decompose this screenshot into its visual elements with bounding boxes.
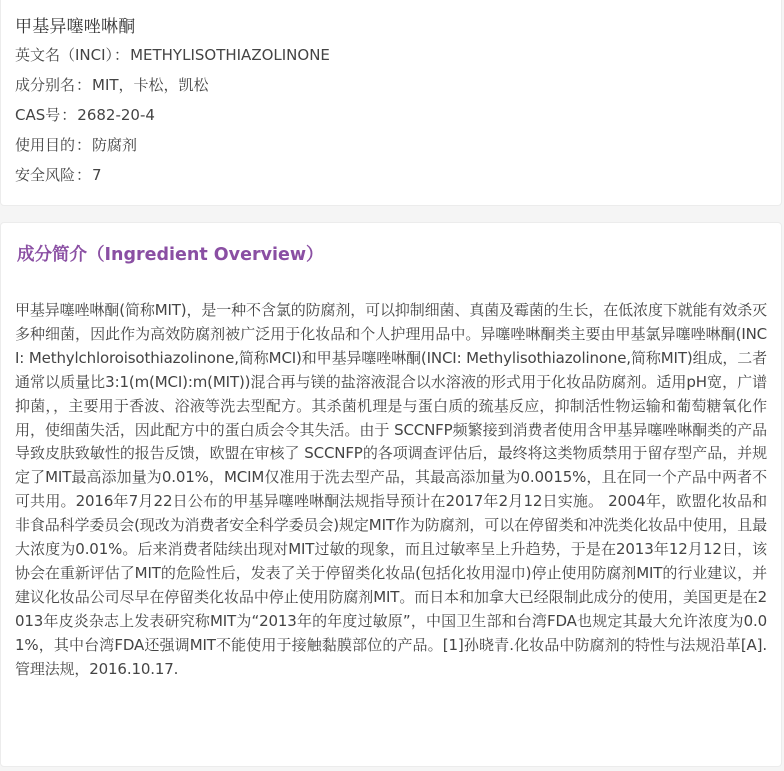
info-row-risk xyxy=(15,165,767,185)
info-row-cas xyxy=(15,105,767,125)
ingredient-name: 甲基异噻唑啉酮 xyxy=(15,17,136,37)
info-separator: ： xyxy=(76,136,92,154)
info-row-alias xyxy=(15,75,767,95)
info-value-risk: 7 xyxy=(92,166,102,184)
info-value-purpose: 防腐剂 xyxy=(92,136,138,154)
info-label-purpose: 使用目的 xyxy=(15,136,76,154)
info-separator: ： xyxy=(76,166,92,184)
info-row-purpose xyxy=(15,135,767,155)
info-label-cas: CAS号 xyxy=(15,106,61,124)
overview-section-title: 成分简介（Ingredient Overview） xyxy=(17,245,324,265)
ingredient-info-card xyxy=(0,0,782,206)
info-value-cas: 2682-20-4 xyxy=(77,106,155,124)
info-label-risk: 安全风险 xyxy=(15,166,76,184)
info-separator: ： xyxy=(61,106,77,124)
info-label-alias: 成分别名 xyxy=(15,76,76,94)
info-value-alias: MIT，卡松，凯松 xyxy=(92,76,209,94)
info-row-inci xyxy=(15,45,767,65)
info-label-inci: 英文名（INCI） xyxy=(15,46,114,64)
info-value-inci: METHYLISOTHIAZOLINONE xyxy=(130,46,330,64)
overview-paragraph: 甲基异噻唑啉酮(简称MIT)，是一种不含氯的防腐剂，可以抑制细菌、真菌及霉菌的生长，在低浓度下就能有效杀灭多种细菌，因此作为高效防腐剂被广泛用于化妆品和个人护理用品中。异噻唑啉酮类主要由甲基氯异噻唑啉酮(INCI: Methylchloroisothiazolinone,简称MCI)和甲基异噻唑啉酮(INCI: Methylisothiazolinone,简称MIT)组成，二者通常以质量比3:1(m(MCI):m(MIT))混合再与镁的盐溶液混合以水溶液的形式用于化妆品防腐剂。适用pH宽，广谱抑菌，，主要用于香波、浴液等洗去型配方。其杀菌机理是与蛋白质的巯基反应，抑制活性物运输和葡萄糖氧化作用，使细菌失活，因此配方中的蛋白质会令其失活。由于 SCCNFP频繁接到消费者使用含甲基异噻唑啉酮类的产品导致皮肤致敏性的报告反馈，欧盟在审核了 SCCNFP的各项调查评估后，最终将这类物质禁用于留存型产品，并规定了MIT最高添加量为0.01%，MCIM仅准用于洗去型产品，其最高添加量为0.0015%，且在同一个产品中两者不可共用。2016年7月22日公布的甲基异噻唑啉酮法规指导预计在2017年2月12日实施。 2004年，欧盟化妆品和非食品科学委员会(现改为消费者安全科学委员会)规定MIT作为防腐剂，可以在停留类和冲洗类化妆品中使用，且最大浓度为0.01%。后来消费者陆续出现对MIT过敏的现象，而且过敏率呈上升趋势，于是在2013年12月12日，该协会在重新评估了MIT的危险性后，发表了关于停留类化妆品(包括化妆用湿巾)停止使用防腐剂MIT的行业建议，并建议化妆品公司尽早在停留类化妆品中停止使用防腐剂MIT。而日本和加拿大已经限制此成分的使用，美国更是在2013年皮炎杂志上发表研究称MIT为“2013年的年度过敏原”，中国卫生部和台湾FDA也规定其最大允许浓度为0.01%，其中台湾FDA还强调MIT不能使用于接触黏膜部位的产品。[1]孙晓青.化妆品中防腐剂的特性与法规沿革[A].管理法规，2016.10.17. xyxy=(15,301,767,678)
info-separator: ： xyxy=(76,76,92,94)
info-separator: ： xyxy=(114,46,130,64)
ingredient-overview-card xyxy=(0,222,782,767)
